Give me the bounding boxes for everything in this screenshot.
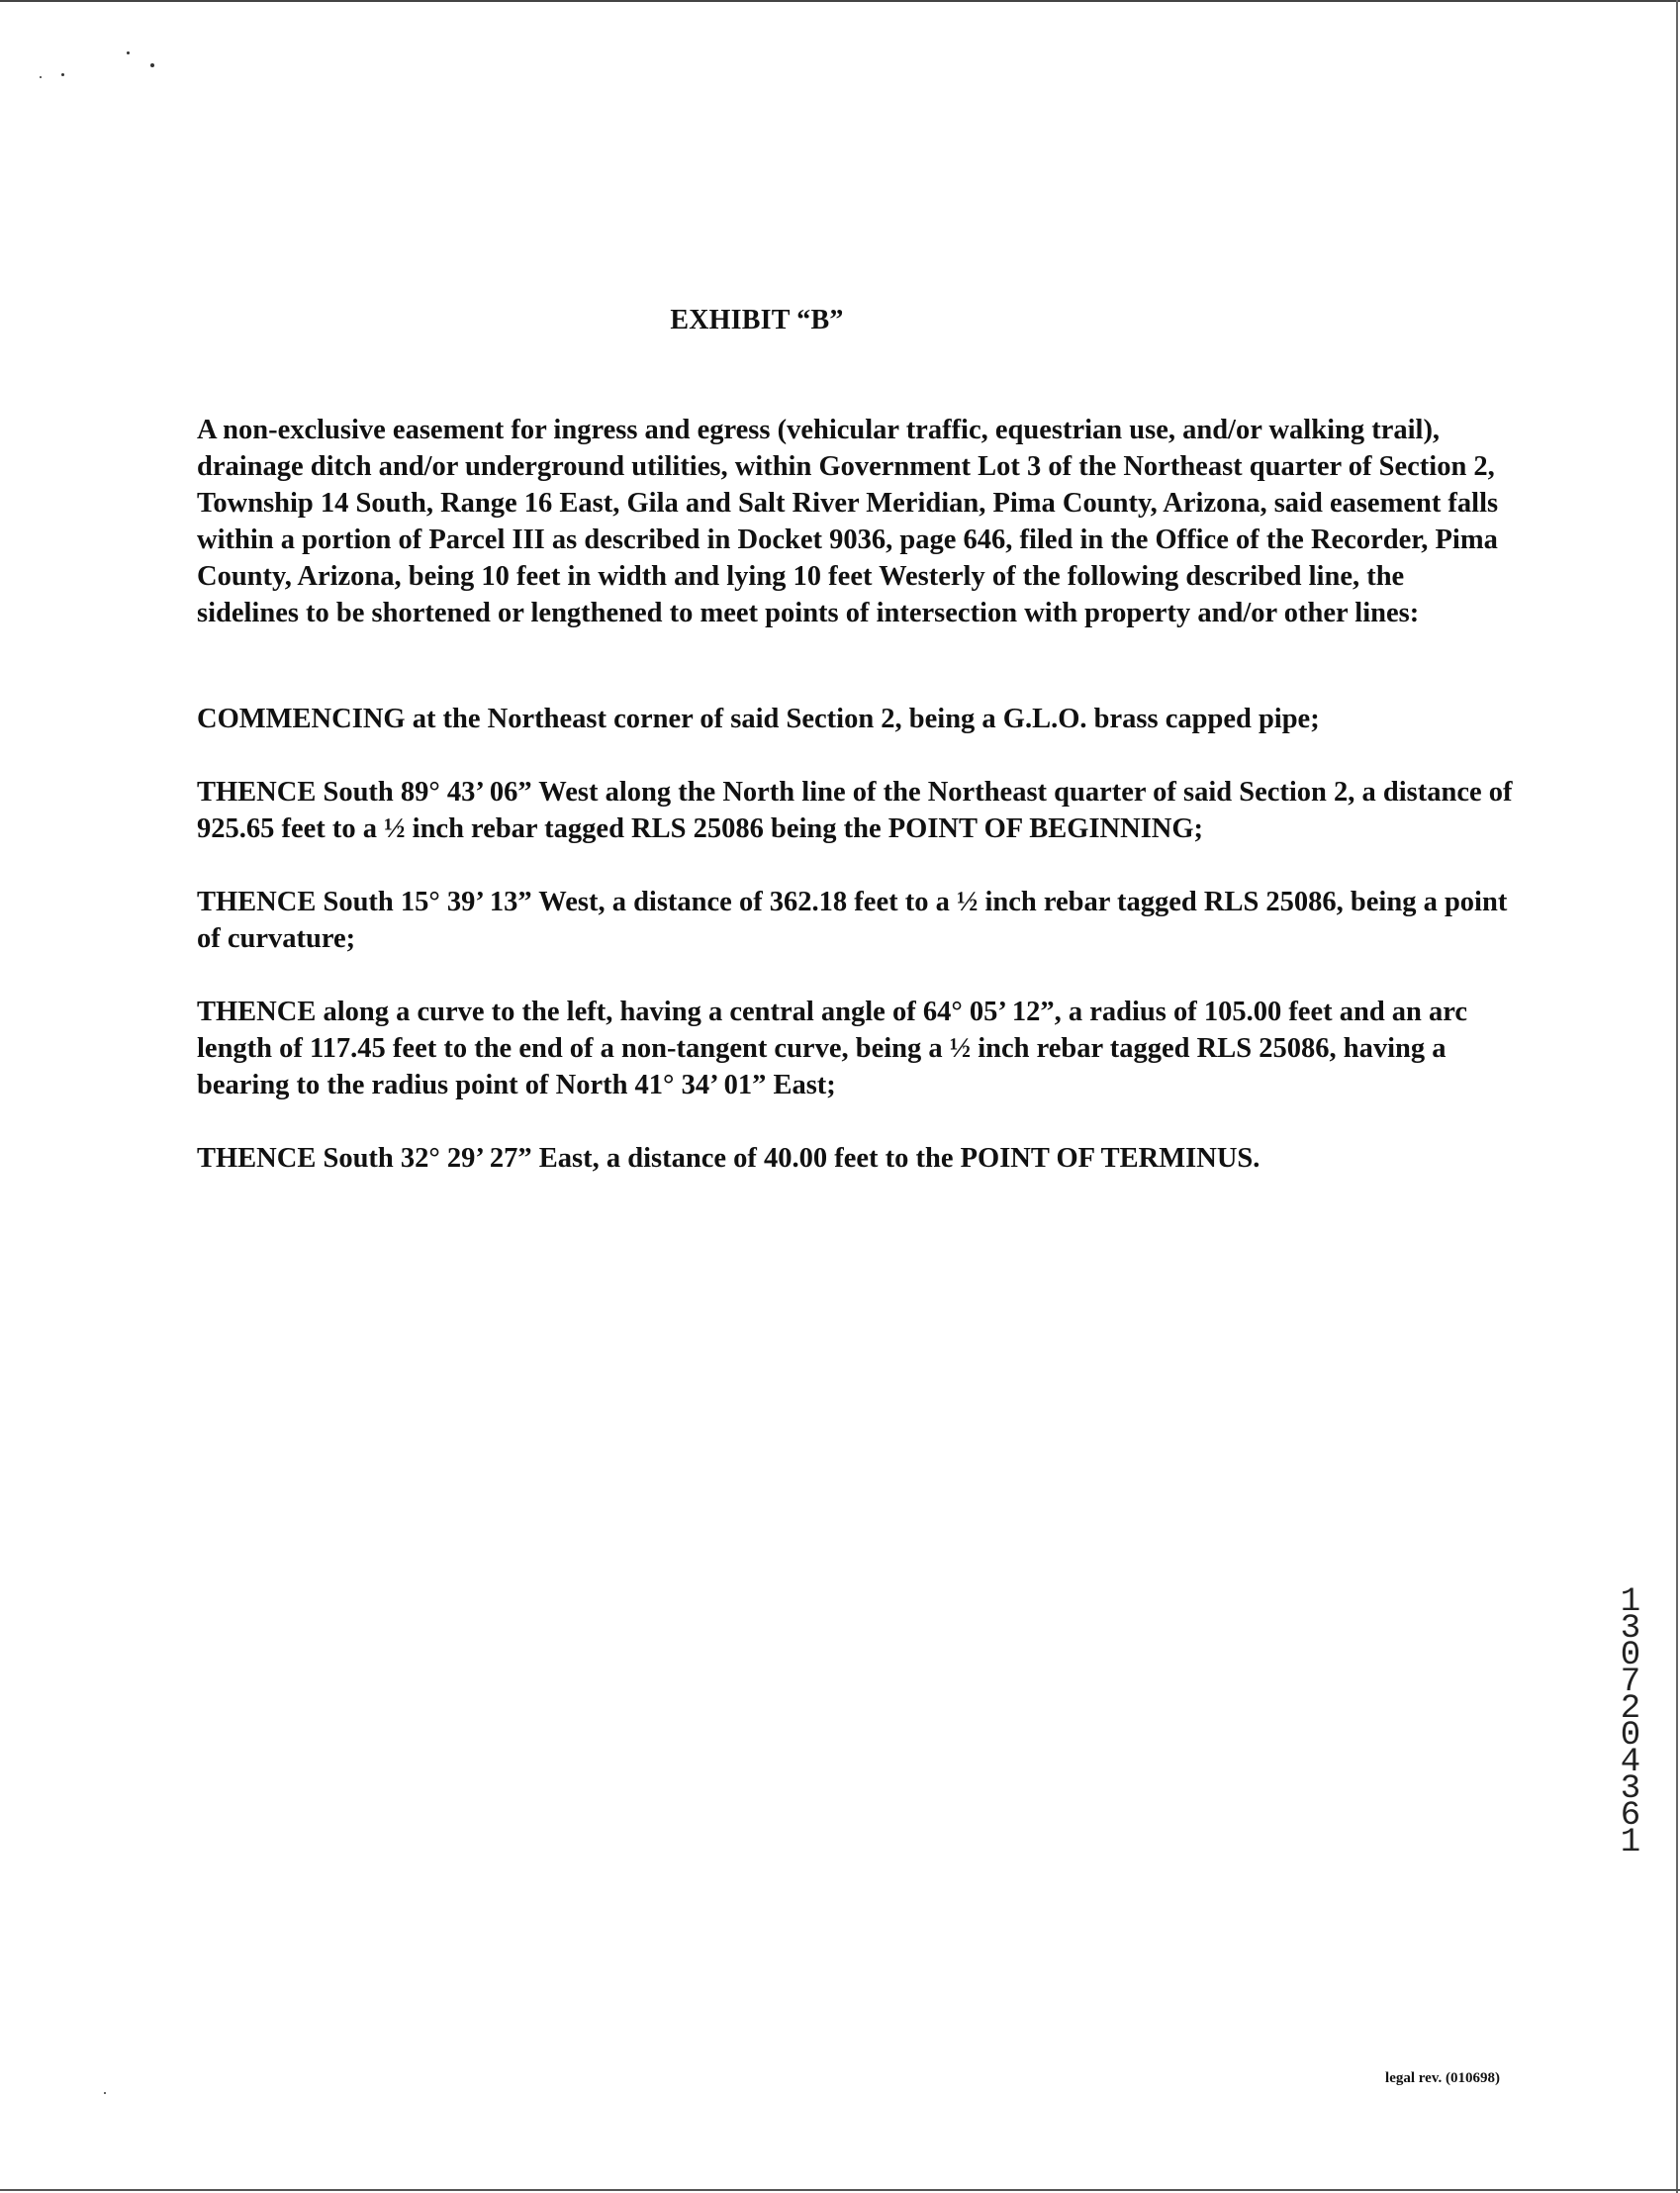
document-title: EXHIBIT “B” bbox=[670, 305, 844, 335]
scan-speck bbox=[127, 51, 130, 54]
thence-paragraph-1: THENCE South 89° 43’ 06” West along the North line of the Northeast quarter of said Section 2, a distance of 925.65 feet to a ½ inch rebar tagged RLS 25086 being the POINT OF BEGINNING; bbox=[197, 777, 1513, 844]
scan-speck bbox=[104, 2092, 106, 2094]
thence-paragraph-2: THENCE South 15° 39’ 13” West, a distance of 362.18 feet to a ½ inch rebar tagged RLS 25086, being a point of curvature; bbox=[197, 887, 1508, 954]
easement-description-paragraph: A non-exclusive easement for ingress and egress (vehicular traffic, equestrian use, and/or walking trail), drainage ditch and/or underground utilities, within Government Lot 3 of the Northeast quarter of Section 2, Township 14 South, Range 16 East, Gila and Salt River Meridian, Pima County, Arizona, said easement falls within a portion of Parcel III as described in Docket 9036, page 646, filed in the Office of the Recorder, Pima County, Arizona, being 10 feet in width and lying 10 feet Westerly of the following described line, the sidelines to be shortened or lengthened to meet points of intersection with property and/or other lines: bbox=[197, 415, 1499, 628]
page-bottom-edge bbox=[0, 2189, 1680, 2191]
thence-paragraph-3: THENCE along a curve to the left, having a central angle of 64° 05’ 12”, a radius of 105.00 feet and an arc length of 117.45 feet to the end of a non-tangent curve, being a ½ inch rebar tagged RLS 25086, having a bearing to the radius point of North 41° 34’ 01” East; bbox=[197, 997, 1468, 1100]
scan-speck bbox=[61, 73, 64, 76]
recording-number-stamp: 13072 04361 bbox=[1620, 1583, 1641, 1861]
page-top-edge bbox=[0, 0, 1680, 2]
page-right-edge bbox=[1676, 0, 1678, 2193]
scan-speck bbox=[150, 63, 154, 67]
thence-paragraph-4: THENCE South 32° 29’ 27” East, a distance of 40.00 feet to the POINT OF TERMINUS. bbox=[197, 1143, 1260, 1174]
scan-speck bbox=[40, 76, 42, 78]
legal-revision-footer: legal rev. (010698) bbox=[1385, 2070, 1500, 2086]
commencing-paragraph: COMMENCING at the Northeast corner of said Section 2, being a G.L.O. brass capped pipe; bbox=[197, 704, 1320, 734]
